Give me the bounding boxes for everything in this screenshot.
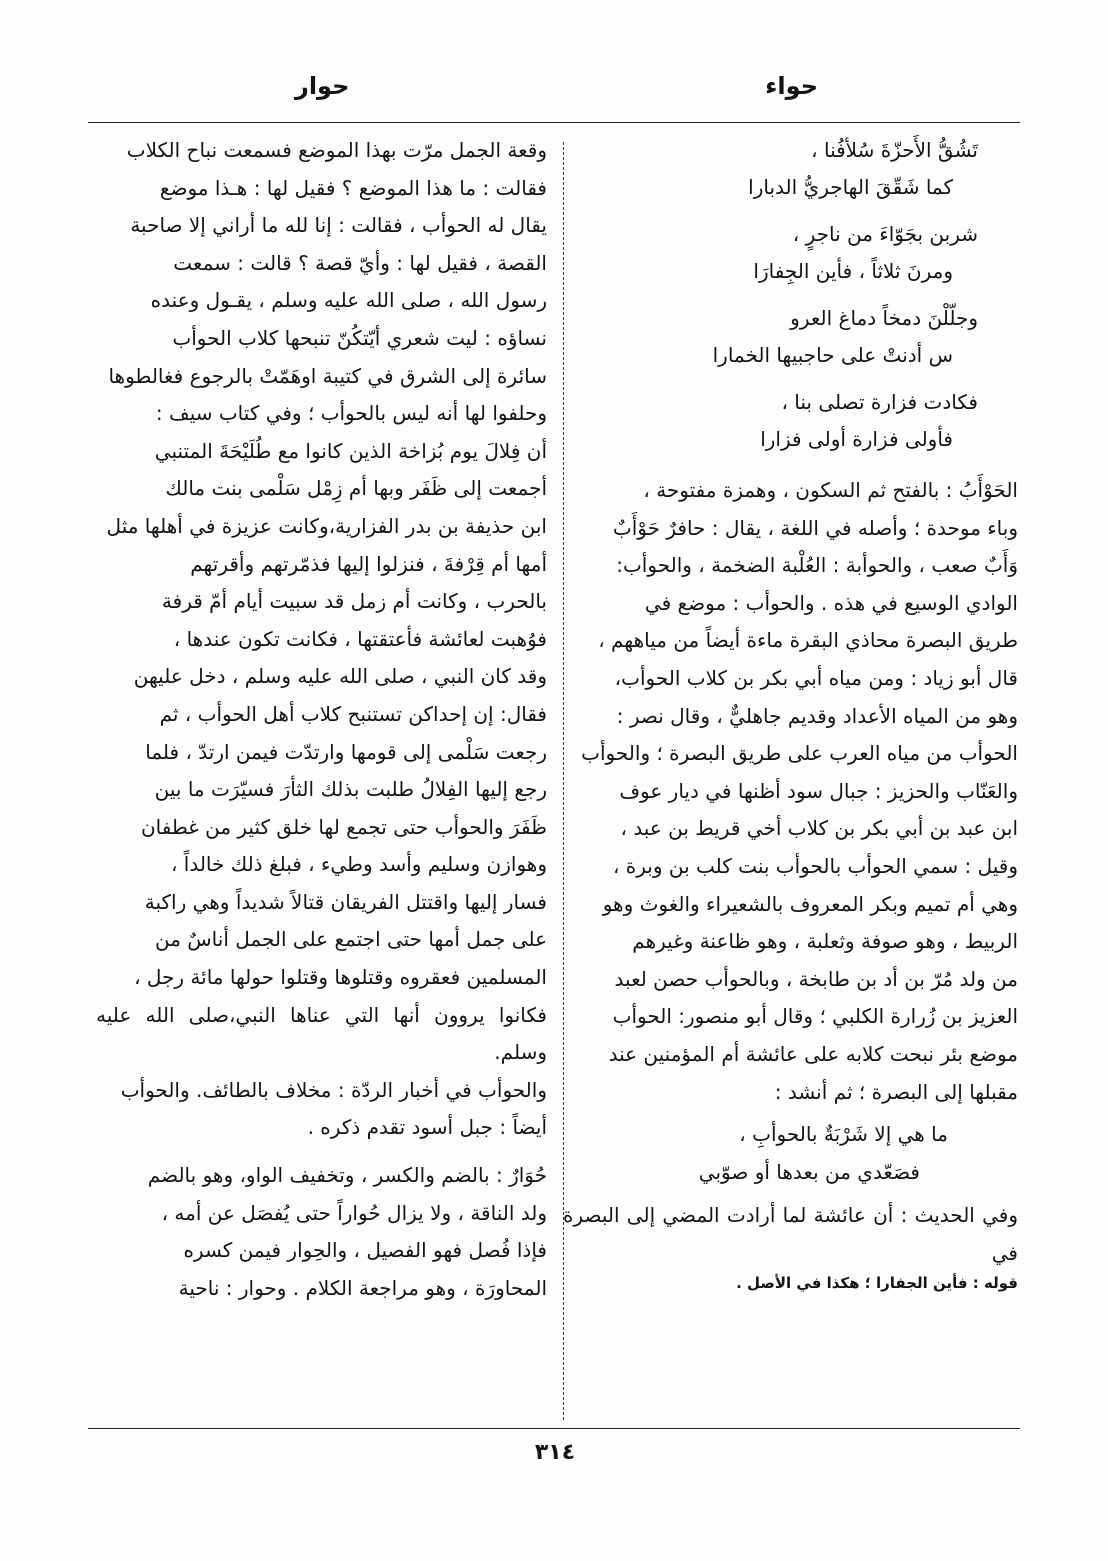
- footnote: قوله : فأين الجفارا ؛ هكذا في الأصل .: [736, 1274, 1018, 1293]
- page-number: ٣١٤: [534, 1440, 576, 1465]
- text-line: ظَفَرَ والحوأب حتى تجمع لها خلق كثير من غطفان: [140, 814, 547, 839]
- text-line: بالحرب ، وكانت أم زمل قد سبيت أيام أمّ قرفة: [161, 589, 547, 614]
- text-line: على جمل أمها حتى اجتمع على الجمل أناسٌ من: [154, 927, 547, 952]
- text-line: أن فِلالَ يوم بُزاخة الذين كانوا مع طُلَيْحَةَ المتنبي: [154, 438, 547, 463]
- text-line: قال أبو زياد : ومن مياه أبي بكر بن كلاب الحوأب،: [614, 665, 1018, 690]
- entry-hawab: [563, 472, 1018, 1111]
- text-line: وَأَبٌ صعب ، والحوأبة : العُلْبة الضخمة ، والحوأب:: [616, 553, 1018, 578]
- text-line: فوُهبت لعائشة فأعتقتها ، فكانت تكون عندها ،: [173, 626, 547, 651]
- text-line: والحوأب في أخبار الردّة : مخلاف بالطائف. والحوأب: [120, 1077, 547, 1102]
- text-line: ابن حذيفة بن بدر الفزارية،وكانت عزيزة في أهلها مثل: [106, 513, 547, 538]
- text-line: الربيط ، وهو صوفة وثعلبة ، وهو ظاعنة وغيرهم: [632, 929, 1018, 954]
- text-line: أمها أم قِرْفةَ ، فنزلوا إليها فذمّرتهم وأقرتهم: [190, 551, 547, 576]
- text-line: من ولد مُرّ بن أد بن طابخة ، وبالحوأب حصن لعبد: [614, 966, 1018, 991]
- text-line: القصة ، فقيل لها : وأيّ قصة ؟ قالت : سمعت: [173, 250, 547, 275]
- verse-first-hemistich: تَشُقُّ الأَحزّةَ سُلأفُنا ،: [811, 138, 978, 162]
- text-line: وقيل : سمي الحوأب بالحوأب بنت كلب بن وبرة ،: [612, 853, 1018, 878]
- left-column: [96, 132, 547, 1307]
- text-line: فسار إليها واقتتل الفريقان قتالاً شديداً وهي راكبة: [144, 889, 547, 914]
- footer-rule: [88, 1428, 1020, 1429]
- verse-first-hemistich: فكادت فزارة تصلى بنا ،: [781, 390, 978, 414]
- entry-separator: [96, 1147, 547, 1157]
- quoted-verse: [563, 1115, 1018, 1191]
- text-line: المسلمين فعقروه وقتلوها وقتلوا حولها مائة رجل ،: [134, 965, 547, 990]
- text-line: وحلفوا لها أنه ليس بالحوأب ؛ وفي كتاب سيف :: [155, 401, 547, 426]
- entry-headword-line: حُوَارٌ : بالضم والكسر ، وتخفيف الواو، وهو بالضم: [147, 1163, 547, 1188]
- text-line: العزيز بن زُرارة الكلبي ؛ وقال أبو منصور: الحوأب: [612, 1004, 1018, 1029]
- text-line: ابن عبد بن أبي بكر بن كلاب أخي قريط بن عبد ،: [620, 816, 1018, 841]
- text-line: وباء موحدة ؛ وأصله في اللغة ، يقال : حافرٌ حَوْأَبٌ: [612, 515, 1018, 540]
- text-line: وقد كان النبي ، صلى الله عليه وسلم ، دخل عليهن: [133, 664, 547, 689]
- text-line: أيضاً : جبل أسود تقدم ذكره .: [307, 1115, 547, 1140]
- text-line: رسول الله ، صلى الله عليه وسلم ، يقـول وعنده: [150, 288, 547, 313]
- text-line: الحوأب من مياه العرب على طريق البصرة ؛ والحوأب: [581, 741, 1018, 766]
- verse-first-hemistich: ما هي إلا شَرْبَةٌ بالحوأبِ ،: [739, 1122, 948, 1147]
- text-line: طريق البصرة محاذي البقرة ماءة أيضاً من مياههم ،: [598, 628, 1018, 653]
- text-line: فكانوا يروون أنها التي عناها النبي،صلى الله عليه وسلم.: [96, 1002, 547, 1065]
- verse-first-hemistich: شربن بجَوّاءَ من ناجرٍ ،: [792, 222, 978, 246]
- text-line: موضع بئر نبحت كلابه على عائشة أم المؤمنين عند: [608, 1041, 1018, 1066]
- text-line: ولد الناقة ، ولا يزال حُواراً حتى يُفصَل عن أمه ،: [161, 1200, 547, 1225]
- text-line: نساؤه : ليت شعري أيّتكُنّ تنبحها كلاب الحوأب: [172, 325, 547, 350]
- verse-second-hemistich: س أدنتْ على حاجبيها الخمارا: [712, 343, 953, 367]
- text-line: وهوازن وسليم وأسد وطيء ، فبلغ ذلك خالداً ،: [170, 852, 547, 877]
- verse: [563, 384, 1018, 458]
- verse-second-hemistich: ومرنَ ثلاثاً ، فأين الجِفارَا: [753, 259, 953, 283]
- text-line: مقبلها إلى البصرة ؛ ثم أنشد :: [774, 1079, 1018, 1104]
- text-line: فإذا فُصل فهو الفصيل ، والحِوار فيمن كسره: [183, 1238, 547, 1263]
- text-line: وهي أم تميم وبكر المعروف بالشعيراء والغوث وهو: [602, 891, 1018, 916]
- text-line: يقال له الحوأب ، فقالت : إنا لله ما أراني إلا صاحبة: [130, 213, 547, 238]
- text-line: أجمعت إلى ظَفَر وبها أم زِمْل سَلْمى بنت مالك: [165, 476, 547, 501]
- right-column: [563, 132, 1018, 1294]
- text-line: فقال: إن إحداكن تستنبح كلاب أهل الحوأب ، ثم: [159, 701, 547, 726]
- text-line: والعَنّاب والحزيز : جبال سود أظنها في ديار عوف: [619, 778, 1018, 803]
- verse-second-hemistich: كما شَقّقَ الهاجريُّ الدبارا: [748, 175, 953, 199]
- running-head-left: حوار: [295, 72, 350, 100]
- text-line: الوادي الوسيع في هذه . والحوأب : موضع في: [644, 590, 1018, 615]
- running-head-right: حواء: [765, 72, 818, 100]
- verse: [563, 216, 1018, 290]
- text-line: وفي الحديث : أن عائشة لما أرادت المضي إلى البصرة في: [563, 1203, 1018, 1265]
- text-line: فقالت : ما هذا الموضع ؟ فقيل لها : هـذا موضع: [159, 175, 547, 200]
- verse-second-hemistich: فصَعّدي من بعدها أو صوّبي: [698, 1160, 920, 1185]
- text-line: وقعة الجمل مرّت بهذا الموضع فسمعت نباح الكلاب: [126, 138, 547, 162]
- text-line: وهو من المياه الأعداد وقديم جاهليٌّ ، وقال نصر :: [616, 703, 1018, 728]
- text-line: رجع إليها الفِلالُ طلبت بذلك الثأرَ فسيّرَت ما بين: [154, 777, 547, 802]
- verse-first-hemistich: وجلّلْنَ دمخاً دماغ العرو: [790, 306, 978, 330]
- verse: [563, 300, 1018, 374]
- entry-headword-line: الحَوْأَبُ : بالفتح ثم السكون ، وهمزة مفتوحة ،: [643, 478, 1018, 502]
- text-line: المحاورَة ، وهو مراجعة الكلام . وحوار : ناحية: [178, 1275, 547, 1300]
- text-line: سائرة إلى الشرق في كتيبة اوهَمّتْ بالرجوع فغالطوها: [108, 363, 547, 388]
- verse: [563, 132, 1018, 206]
- header-rule: [88, 122, 1020, 123]
- text-line: رجعت سَلْمى إلى قومها وارتدّت فيمن ارتدّ ، فلما: [145, 739, 547, 764]
- verse-second-hemistich: فأولى فزارة أولى فزارا: [760, 427, 953, 451]
